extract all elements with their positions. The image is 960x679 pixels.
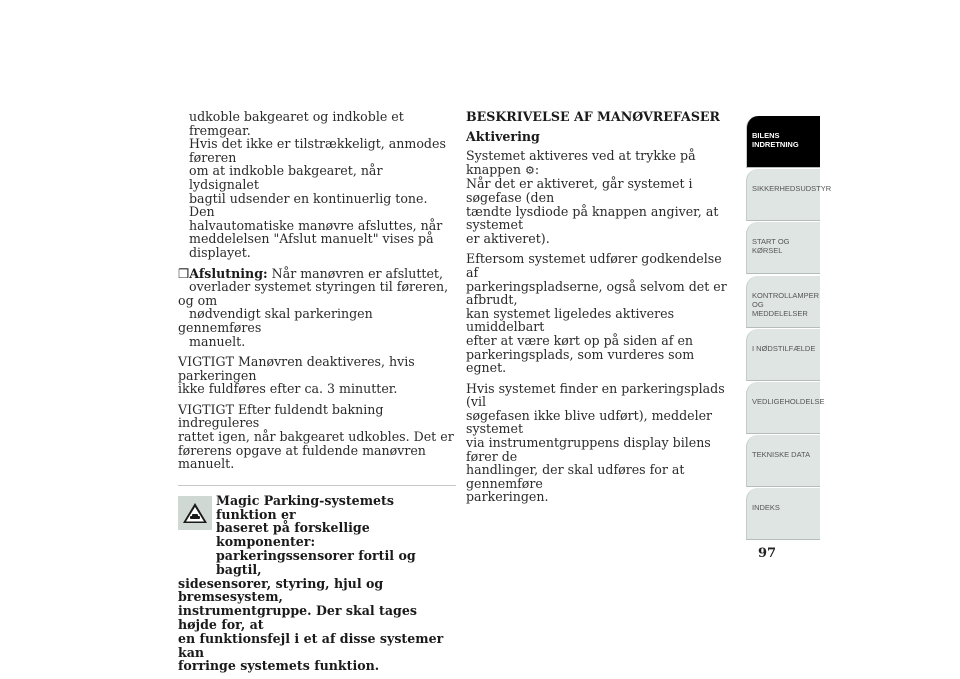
page-number: 97 [758,546,777,561]
tab-i-nodstilfaelde[interactable]: I NØDSTILFÆLDE [746,329,820,381]
tab-tekniske-data[interactable]: TEKNISKE DATA [746,435,820,487]
paragraph-semi-auto: udkoble bakgearet og indkoble et fremgear. Hvis det ikke er tilstrækkeligt, anmodes føreren om at indkoble bakgearet, når lydsignalet bagtil udsender en kontinuerlig tone. Den halvautomatiske manøvre afsluttes, når meddelelsen "Afslut manuelt" vises på displayet. [189,109,446,260]
afslutning-label: Afslutning: [189,265,268,281]
subheading-aktivering: Aktivering [466,128,540,144]
tab-kontrollamper[interactable]: KONTROLLAMPER OG MEDDELELSER [746,276,820,328]
chapter-tabs [746,116,832,542]
right-column [466,110,729,511]
vigtigt-note-1: VIGTIGT Manøvren deaktiveres, hvis parkeringen ikke fuldføres efter ca. 3 minutter. [178,354,415,397]
tab-bilens-indretning[interactable]: BILENS INDRETNING [746,116,820,168]
parking-button-icon: ⚙ [524,163,535,177]
section-heading: BESKRIVELSE AF MANØVREFASER [466,109,720,124]
left-column [178,110,456,673]
tab-sikkerhedsudstyr[interactable]: SIKKERHEDSUDSTYR [746,169,820,221]
paragraph-approval: Eftersom systemet udfører godkendelse af parkeringspladserne, også selvom det er afbrudt, kan systemet ligeledes aktiveres umiddelbart efter at være kørt op på siden af en parkeringsplads, som vurderes som egnet. [466,251,727,376]
tab-vedligeholdelse[interactable]: VEDLIGEHOLDELSE [746,382,820,434]
warning-icon [178,496,212,530]
bullet-afslutning: ❒Afslutning: Når manøvren er afsluttet, overlader systemet styringen til føreren, og om nødvendigt skal parkeringen gennemføres manuelt. [178,265,449,349]
divider [178,485,456,486]
tab-start-og-korsel[interactable]: START OG KØRSEL [746,222,820,274]
paragraph-activation: Systemet aktiveres ved at trykke på knappen ⚙: Når det er aktiveret, går systemet i søgefase (den tændte lysdiode på knappen angiver, at systemet er aktiveret). [466,148,719,246]
paragraph-found: Hvis systemet finder en parkeringsplads (vil søgefasen ikke blive udført), meddeler systemet via instrumentgruppens display bilens fører de handlinger, der skal udføres for at gennemføre parkeringen. [466,380,725,505]
warning-box: Magic Parking-systemets funktion er baseret på forskellige komponenter: parkeringssensorer fortil og bagtil, sidesensorer, styring, hjul og bremsesystem, instrumentgruppe. Der skal tages højde for, at en funktionsfejl i et af disse systemer kan forringe systemets funktion. [178,492,444,674]
vigtigt-note-2: VIGTIGT Efter fuldendt bakning indreguleres rattet igen, når bakgearet udkobles. Det er førerens opgave at fuldende manøvren manuelt. [178,401,454,472]
bullet-icon: ❒ [178,265,190,281]
tab-indeks[interactable]: INDEKS [746,488,820,540]
